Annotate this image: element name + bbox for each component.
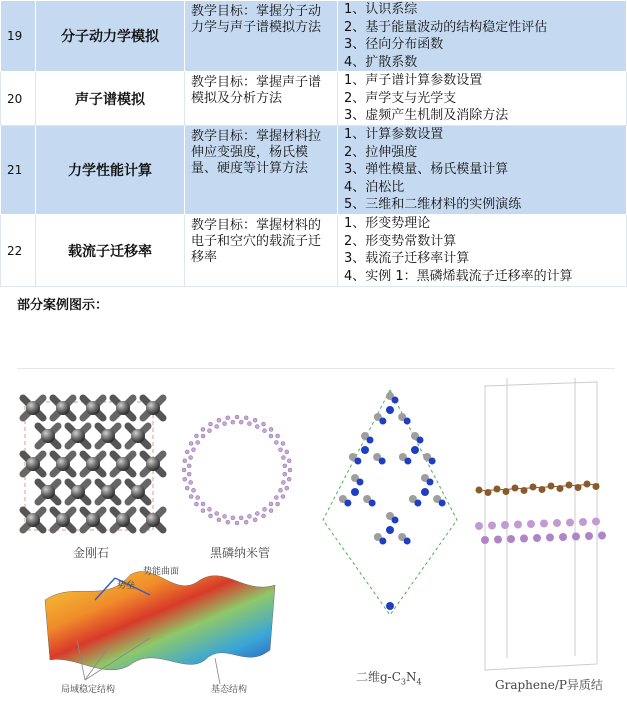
atom <box>207 429 211 433</box>
phosphorus-atom <box>579 518 587 526</box>
row-number: 21 <box>1 126 36 215</box>
row-number: 20 <box>1 72 36 126</box>
phosphorus-atom <box>559 533 567 541</box>
atom <box>194 434 198 438</box>
carbon-atom <box>566 482 573 489</box>
nitrogen-atom <box>379 458 386 465</box>
nitrogen-atom <box>361 446 369 454</box>
atom <box>235 521 239 525</box>
atom <box>41 429 55 443</box>
atom <box>201 434 205 438</box>
atom <box>116 513 130 527</box>
goal-cell: 教学目标：掌握声子谱模拟及分析方法 <box>185 72 338 126</box>
phosphorus-atom <box>527 520 535 528</box>
pes-title-label: 势能曲面 <box>143 567 180 577</box>
topic-cell: 分子动力学模拟 <box>36 1 185 72</box>
phosphorus-atom <box>501 521 509 529</box>
atom <box>26 513 40 527</box>
nitrogen-atom <box>357 479 364 486</box>
carbon-atom <box>584 481 591 488</box>
pes-barrier-label: 势垒 <box>117 581 136 591</box>
nitrogen-atom <box>439 500 446 507</box>
nitrogen-atom <box>367 437 374 444</box>
list-item: 3、径向分布函数 <box>344 37 444 52</box>
list-item: 1、认识系综 <box>344 2 418 17</box>
atom <box>101 485 115 499</box>
atom <box>285 486 289 490</box>
list-item: 4、泊松比 <box>344 179 405 195</box>
atom <box>263 507 267 511</box>
phosphorus-atom <box>475 522 483 530</box>
row-number: 22 <box>1 215 36 287</box>
nitrogen-atom <box>392 517 399 524</box>
nitrogen-atom <box>386 406 394 414</box>
atom <box>146 401 160 415</box>
nitrogen-atom <box>411 446 419 454</box>
goal-cell: 教学目标：掌握材料拉伸应变强度，杨氏模量、硬度等计算方法 <box>185 126 338 215</box>
atom <box>215 512 219 516</box>
phosphorus-atom <box>546 534 554 542</box>
nanotube-image <box>177 408 297 538</box>
atom <box>281 495 285 499</box>
pes-local-label: 局域稳定结构 <box>61 685 116 695</box>
phosphorus-atom <box>481 536 489 544</box>
list-item: 4、扩散系数 <box>344 54 418 70</box>
nitrogen-atom <box>369 500 376 507</box>
nitrogen-atom <box>421 488 429 496</box>
atom <box>201 502 205 506</box>
items-cell <box>338 126 627 215</box>
atom <box>187 464 191 468</box>
atom <box>283 472 287 476</box>
atom <box>196 496 200 500</box>
row-number: 19 <box>1 1 36 72</box>
list-item: 3、载流子迁移率计算 <box>344 251 470 266</box>
atom <box>131 429 145 443</box>
list-item: 1、声子谱计算参数设置 <box>344 73 483 88</box>
nitrogen-atom <box>427 479 434 486</box>
phosphorus-atom <box>514 521 522 529</box>
atom <box>71 429 85 443</box>
nitrogen-atom <box>414 500 421 507</box>
topic-cell: 载流子迁移率 <box>36 215 185 287</box>
atom <box>146 513 160 527</box>
atom <box>287 477 291 481</box>
topic-cell: 力学性能计算 <box>36 126 185 215</box>
items-cell <box>338 1 627 72</box>
phosphorus-atom <box>553 519 561 527</box>
phosphorus-atom <box>572 533 580 541</box>
items-cell <box>338 215 627 287</box>
atom <box>274 496 278 500</box>
atom <box>231 420 235 424</box>
topic-cell: 声子谱模拟 <box>36 72 185 126</box>
atom <box>244 416 248 420</box>
atom <box>116 457 130 471</box>
nitrogen-atom <box>386 602 394 610</box>
atom <box>41 485 55 499</box>
phosphorus-atom <box>520 535 528 543</box>
nitrogen-atom <box>429 458 436 465</box>
atom <box>287 459 291 463</box>
atom <box>253 518 257 522</box>
phosphorus-atom <box>507 535 515 543</box>
atom <box>223 422 227 426</box>
atom <box>239 516 243 520</box>
atom <box>185 486 189 490</box>
potential-energy-surface-image <box>35 560 285 700</box>
atom <box>86 513 100 527</box>
phosphorus-atom <box>533 534 541 542</box>
atom <box>201 427 205 431</box>
atom <box>26 401 40 415</box>
table-row <box>1 72 627 126</box>
phosphorus-atom <box>488 522 496 530</box>
nitrogen-atom <box>404 458 411 465</box>
atom <box>207 507 211 511</box>
list-item: 2、基于能量波动的结构稳定性评估 <box>344 19 548 35</box>
atom <box>255 424 259 428</box>
atom <box>231 516 235 520</box>
case-figure <box>17 368 615 708</box>
nitrogen-atom <box>351 488 359 496</box>
nitrogen-atom <box>386 526 394 534</box>
atom <box>191 448 195 452</box>
atom <box>281 456 285 460</box>
atom <box>279 448 283 452</box>
carbon-atom <box>494 486 501 493</box>
atom <box>235 415 239 419</box>
goal-cell: 教学目标：掌握材料的电子和空穴的载流子迁移率 <box>185 215 338 287</box>
atom <box>226 416 230 420</box>
list-item: 3、弹性模量、杨氏模量计算 <box>344 162 509 177</box>
phosphorus-atom <box>494 536 502 544</box>
atom <box>209 514 213 518</box>
atom <box>283 464 287 468</box>
nitrogen-atom <box>417 437 424 444</box>
atom <box>247 514 251 518</box>
atom <box>274 440 278 444</box>
table-row <box>1 1 627 72</box>
atom <box>262 422 266 426</box>
nitrogen-atom <box>404 538 411 545</box>
atom <box>182 468 186 472</box>
atom <box>247 422 251 426</box>
atom <box>269 509 273 513</box>
atom <box>56 513 70 527</box>
atom <box>194 502 198 506</box>
atom <box>189 495 193 499</box>
atom <box>244 520 248 524</box>
atom <box>71 485 85 499</box>
list-item: 1、计算参数设置 <box>344 127 444 142</box>
list-item: 2、声学支与光学支 <box>344 90 457 106</box>
atom <box>56 401 70 415</box>
nitrogen-atom <box>379 538 386 545</box>
atom <box>217 518 221 522</box>
course-table <box>0 0 627 287</box>
atom <box>183 477 187 481</box>
atom <box>215 424 219 428</box>
items-cell <box>338 72 627 126</box>
atom <box>189 442 193 446</box>
goal-cell: 教学目标：掌握分子动力学与声子谱模拟方法 <box>185 1 338 72</box>
atom <box>223 514 227 518</box>
section-title: 部分案例图示： <box>17 298 109 313</box>
nitrogen-atom <box>354 458 361 465</box>
atom <box>226 520 230 524</box>
phosphorus-atom <box>566 519 574 527</box>
atom <box>263 429 267 433</box>
atom <box>26 457 40 471</box>
carbon-atom <box>548 483 555 490</box>
carbon-atom <box>512 485 519 492</box>
atom <box>187 472 191 476</box>
atom <box>189 456 193 460</box>
atom <box>131 485 145 499</box>
atom <box>189 480 193 484</box>
atom <box>288 468 292 472</box>
atom <box>276 434 280 438</box>
atom <box>185 450 189 454</box>
g-c3n4-caption: 二维$g-C_3N_4$ <box>356 670 422 687</box>
carbon-atom <box>476 487 483 494</box>
atom <box>281 442 285 446</box>
pes-ground-label: 基态结构 <box>211 685 248 695</box>
table-row <box>1 126 627 215</box>
nanotube-caption: 黑磷纳米管 <box>210 546 271 560</box>
atom <box>217 418 221 422</box>
atom <box>253 418 257 422</box>
atom <box>239 420 243 424</box>
atom <box>86 401 100 415</box>
nitrogen-atom <box>379 418 386 425</box>
phosphorus-atom <box>598 532 606 540</box>
heterostructure-image <box>457 378 607 678</box>
atom <box>86 457 100 471</box>
atom <box>262 514 266 518</box>
phosphorus-atom <box>592 518 600 526</box>
atom <box>281 480 285 484</box>
divider <box>17 368 615 369</box>
heterostructure-caption: Graphene/P异质结 <box>495 678 603 692</box>
atom <box>269 434 273 438</box>
diamond-structure-image <box>19 390 169 540</box>
phosphorus-atom <box>540 520 548 528</box>
g-c3n4-structure-image <box>315 380 465 630</box>
atom <box>183 459 187 463</box>
atom <box>276 502 280 506</box>
list-item: 2、形变势常数计算 <box>344 233 457 249</box>
list-item: 4、实例 1：黑磷烯载流子迁移率的计算 <box>344 268 573 284</box>
atom <box>209 422 213 426</box>
atom <box>116 401 130 415</box>
list-item: 3、虚频产生机制及消除方法 <box>344 108 509 123</box>
atom <box>285 450 289 454</box>
list-item: 1、形变势理论 <box>344 216 431 231</box>
diamond-caption: 金刚石 <box>73 546 110 560</box>
atom <box>146 457 160 471</box>
table-row <box>1 215 627 287</box>
atom <box>255 512 259 516</box>
atom <box>201 509 205 513</box>
nitrogen-atom <box>392 397 399 404</box>
nitrogen-atom <box>404 418 411 425</box>
atom <box>279 488 283 492</box>
phosphorus-atom <box>585 532 593 540</box>
list-item: 5、三维和二维材料的实例演练 <box>344 197 522 212</box>
carbon-atom <box>530 484 537 491</box>
atom <box>56 457 70 471</box>
list-item: 2、拉伸强度 <box>344 144 418 160</box>
atom <box>191 488 195 492</box>
atom <box>269 502 273 506</box>
atom <box>269 427 273 431</box>
nitrogen-atom <box>344 500 351 507</box>
atom <box>196 440 200 444</box>
atom <box>101 429 115 443</box>
